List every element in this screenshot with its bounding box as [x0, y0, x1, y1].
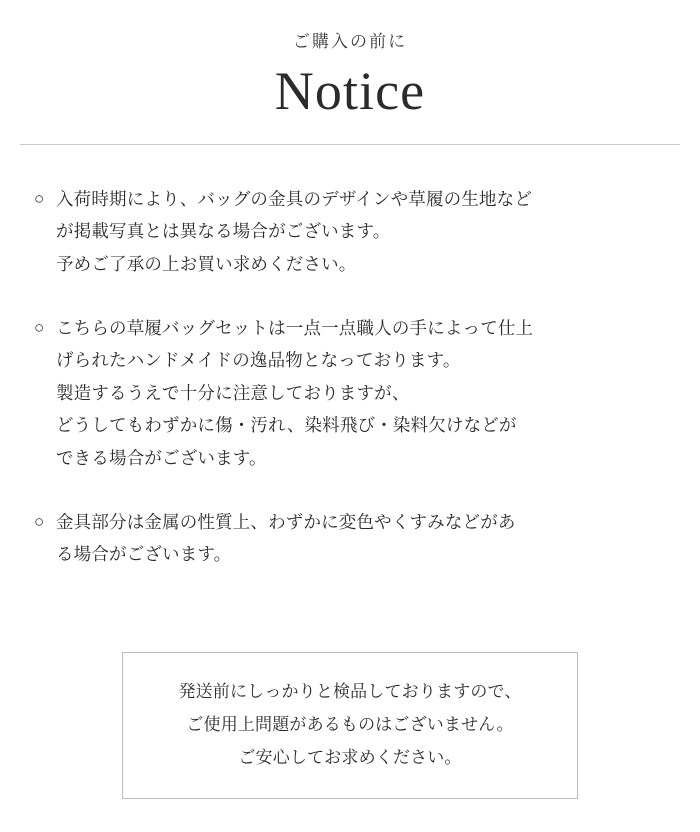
notice-list	[0, 145, 700, 571]
notice-line: が掲載写真とは異なる場合がございます。	[56, 221, 391, 242]
notice-item-text	[56, 183, 666, 280]
notice-line: 入荷時期により、バッグの金具のデザインや草履の生地など	[56, 188, 532, 209]
notice-line: げられたハンドメイドの逸品物となっております。	[56, 350, 461, 371]
notice-line: 製造するうえで十分に注意しておりますが、	[56, 382, 410, 403]
notice-item-text	[56, 506, 666, 571]
notice-item	[34, 506, 666, 571]
notice-line: 予めご了承の上お買い求めください。	[56, 253, 357, 274]
notice-item	[34, 312, 666, 474]
message-line: ご安心してお求めください。	[238, 748, 462, 768]
message-line: ご使用上問題があるものはございません。	[186, 715, 514, 735]
bullet-icon: ○	[34, 511, 45, 531]
header-kicker: ご購入の前に	[292, 32, 408, 51]
notice-line: る場合がございます。	[56, 544, 232, 565]
bullet-icon: ○	[34, 188, 45, 208]
notice-item-text	[56, 312, 666, 474]
bullet-icon: ○	[34, 318, 45, 338]
notice-item	[34, 183, 666, 280]
page-header	[0, 0, 700, 122]
message-box-wrapper	[0, 652, 700, 799]
notice-line: 金具部分は金属の性質上、わずかに変色やくすみなどがあ	[56, 511, 516, 532]
notice-line: どうしてもわずかに傷・汚れ、染料飛び・染料欠けなどが	[56, 415, 517, 436]
notice-line: こちらの草履バッグセットは一点一点職人の手によって仕上	[56, 318, 534, 339]
notice-line: できる場合がございます。	[56, 447, 267, 468]
message-line: 発送前にしっかりと検品しておりますので、	[178, 682, 522, 701]
assurance-message-box	[122, 652, 578, 799]
page-title: Notice	[274, 60, 426, 121]
